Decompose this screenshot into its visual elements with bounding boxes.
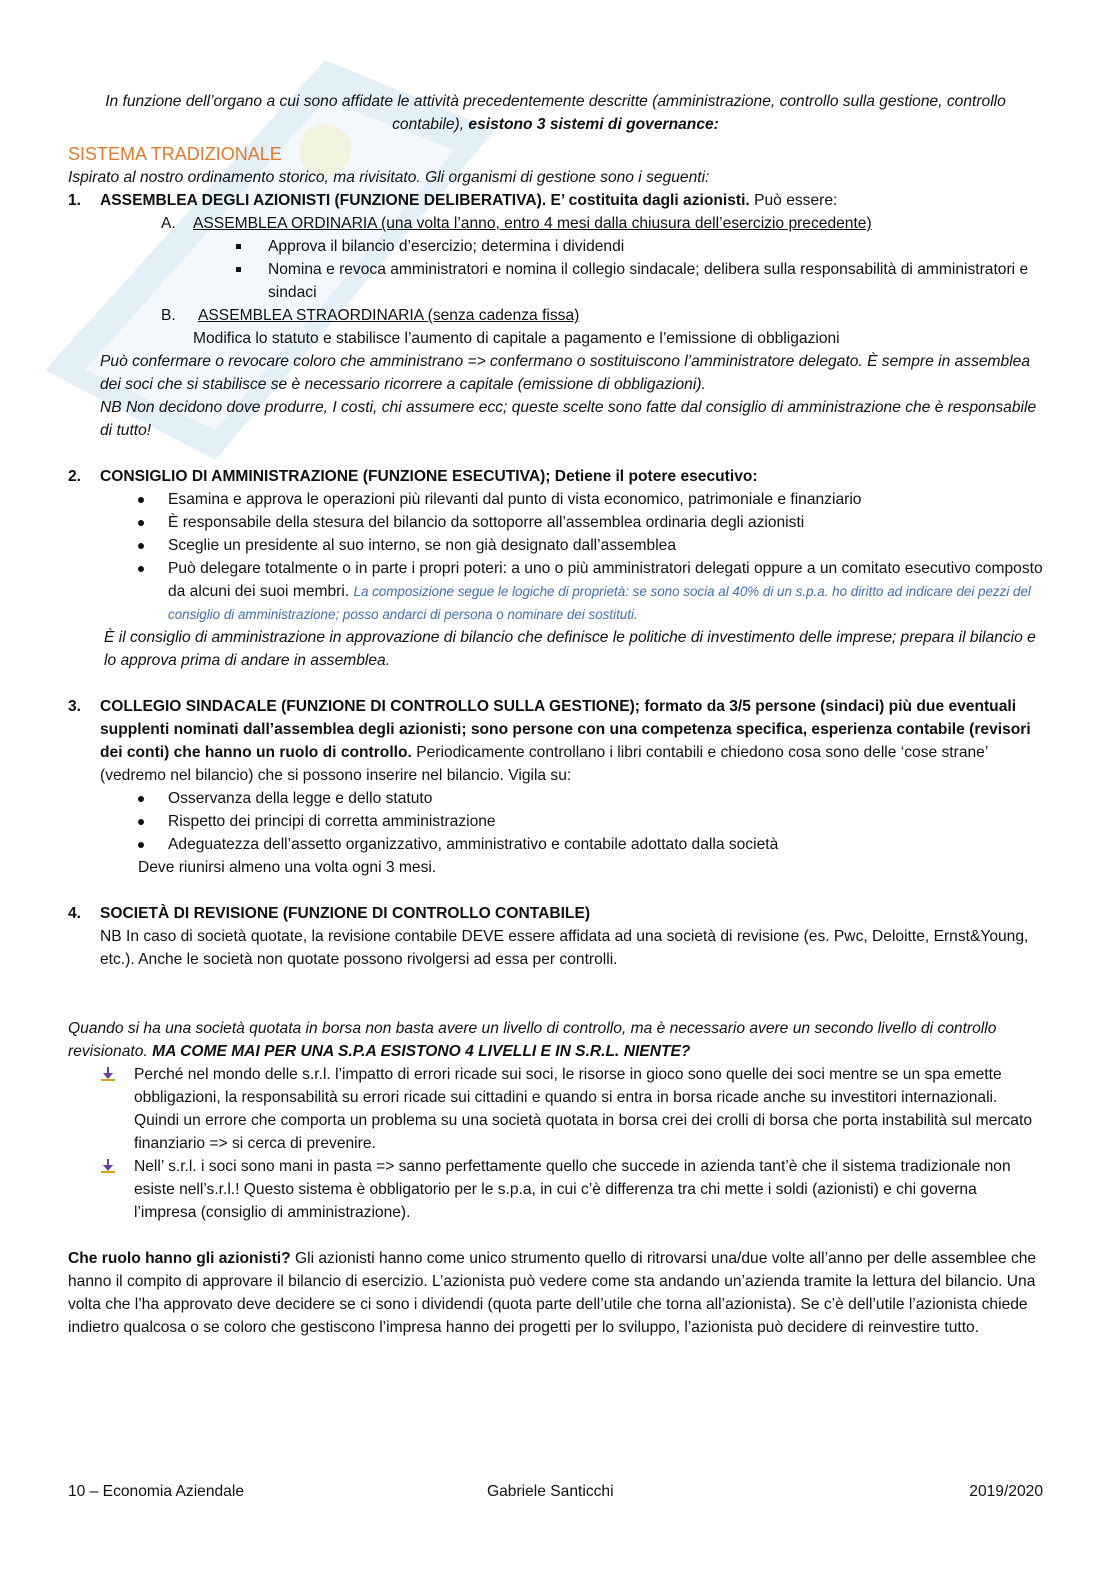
sub-a-label: A. xyxy=(161,215,176,232)
footer-right: 2019/2020 xyxy=(969,1483,1043,1500)
item-3-tail: Periodicamente controllano i libri contabili e chiedono cosa sono delle ‘cose strane’ (vedremo nel bilancio) che si possono inserire nel bilancio. Vigila su: xyxy=(100,744,988,784)
item-2-title: CONSIGLIO DI AMMINISTRAZIONE (FUNZIONE ESECUTIVA); Detiene il potere esecutivo: xyxy=(100,468,758,485)
square-bullet-icon xyxy=(236,267,241,272)
bullet-icon xyxy=(138,520,144,526)
item-3-after: Deve riunirsi almeno una volta ogni 3 mesi. xyxy=(138,859,437,876)
bullet-icon xyxy=(138,566,144,572)
item-2-note: È il consiglio di amministrazione in approvazione di bilancio che definisce le politiche di investimento delle imprese; prepara il bilancio e lo approva prima di andare in assemblea. xyxy=(104,629,1036,669)
bullet-text: Rispetto dei principi di corretta amministrazione xyxy=(168,813,496,830)
item-1-tail: Può essere: xyxy=(749,192,838,209)
bullet-text: Osservanza della legge e dello statuto xyxy=(168,790,433,807)
item-1-number: 1. xyxy=(68,192,82,209)
item-2-bullet xyxy=(68,488,1043,511)
bullet-text: Approva il bilancio d’esercizio; determina i dividendi xyxy=(268,238,625,255)
square-bullet-icon xyxy=(236,244,241,249)
item-1-sub-b xyxy=(68,304,1043,327)
item-2-bullet xyxy=(68,511,1043,534)
point-text: Nell’ s.r.l. i soci sono mani in pasta => sanno perfettamente quello che succede in azienda tant’è che il sistema tradizionale non esiste nell’s.r.l.! Questo sistema è obbligatorio per le s.p.a, in cui c’è differenza tra chi mette i soldi (azionisti) e chi governa l’impresa (consiglio di amministrazione). xyxy=(134,1158,1011,1221)
quoted-point xyxy=(68,1063,1043,1155)
item-3 xyxy=(68,695,1043,787)
bullet-icon xyxy=(138,796,144,802)
item-1-note-2: NB Non decidono dove produrre, I costi, chi assumere ecc; queste scelte sono fatte dal consiglio di amministrazione che è responsabile di tutto! xyxy=(100,399,1037,439)
arrow-bullet-icon xyxy=(101,1067,115,1081)
item-2-blue-note: La composizione segue le logiche di proprietà: se sono socia al 40% di un s.p.a. ho diritto ad indicare dei pezzi del consiglio di amministrazione; posso andarci di persona o nominare dei sostituti. xyxy=(168,584,1031,622)
section-title: SISTEMA TRADIZIONALE xyxy=(68,144,282,164)
sub-b-desc: Modifica lo statuto e stabilisce l’aumento di capitale a pagamento e l’emissione di obbligazioni xyxy=(193,330,840,347)
item-4 xyxy=(68,902,1043,925)
item-3-bullet xyxy=(68,833,1043,856)
footer-center: Gabriele Santicchi xyxy=(487,1483,614,1500)
sub-a-bullet xyxy=(68,235,1043,258)
sub-b-label: B. xyxy=(161,307,176,324)
bullet-text: Sceglie un presidente al suo interno, se non già designato dall’assemblea xyxy=(168,537,676,554)
item-3-bullet xyxy=(68,787,1043,810)
item-3-bullet xyxy=(68,810,1043,833)
footer-left: 10 – Economia Aziendale xyxy=(68,1483,244,1500)
quoted-text: Quando si ha una società quotata in borsa non basta avere un livello di controllo, ma è necessario avere un secondo livello di controllo revisionato. xyxy=(68,1020,997,1060)
sub-a-text: ASSEMBLEA ORDINARIA (una volta l’anno, entro 4 mesi dalla chiusura dell’esercizio precedente) xyxy=(193,215,872,232)
item-3-number: 3. xyxy=(68,698,82,715)
role-paragraph xyxy=(68,1247,1043,1339)
bullet-icon xyxy=(138,819,144,825)
quoted-point xyxy=(68,1155,1043,1224)
bullet-icon xyxy=(138,497,144,503)
role-bold: Che ruolo hanno gli azionisti? xyxy=(68,1250,291,1267)
intro-bold: esistono 3 sistemi di governance: xyxy=(468,116,719,133)
quoted-paragraph xyxy=(68,1017,1043,1063)
item-3-title: COLLEGIO SINDACALE (FUNZIONE DI CONTROLLO SULLA GESTIONE); formato da 3/5 persone (sindaci) più due eventuali supplenti nominati dall’assemblea degli azionisti; sono persone con una competenza specifica, esperienza contabile (revisori dei conti) che hanno un ruolo di controllo. xyxy=(100,698,1031,761)
item-2-number: 2. xyxy=(68,468,82,485)
role-text: Gli azionisti hanno come unico strumento quello di ritrovarsi una/due volte all’anno per delle assemblee che hanno il compito di approvare il bilancio di esercizio. L’azionista può vedere come sta andando un’azienda tramite la lettura del bilancio. Una volta che l’ha approvato deve decidere se ci sono i dividendi (quota parte dell’utile che torna all’azionista). Se c’è dell’utile l’azionista chiede indietro qualcosa o se coloro che gestiscono l’impresa hanno dei progetti per lo sviluppo, l’azionista può decidere di reinvestire tutto. xyxy=(68,1250,1037,1336)
intro-text: In funzione dell’organo a cui sono affidate le attività precedentemente descritte (amministrazione, controllo sulla gestione, controllo contabile), xyxy=(105,93,1006,133)
bullet-text: Esamina e approva le operazioni più rilevanti dal punto di vista economico, patrimoniale e finanziario xyxy=(168,491,862,508)
item-4-text: NB In caso di società quotate, la revisione contabile DEVE essere affidata ad una società di revisione (es. Pwc, Deloitte, Ernst&Young, etc.). Anche le società non quotate possono rivolgersi ad essa per controlli. xyxy=(100,928,1029,968)
item-1-sub-a xyxy=(68,212,1043,235)
point-text: Perché nel mondo delle s.r.l. l’impatto di errori ricade sui soci, le risorse in gioco sono quelle dei soci mentre se un spa emette obbligazioni, la responsabilità su errori ricade sui cittadini e quando si entra in borsa ricade anche su investitori internazionali. Quindi un errore che comporta un problema su una società quotata in borsa crei dei crolli di borsa che porta instabilità sul mercato finanziario => si cerca di prevenire. xyxy=(134,1066,1032,1152)
item-2-bullet xyxy=(68,557,1043,626)
page-footer xyxy=(68,1480,1043,1503)
bullet-text: È responsabile della stesura del bilancio da sottoporre all’assemblea ordinaria degli azionisti xyxy=(168,514,805,531)
item-4-title: SOCIETÀ DI REVISIONE (FUNZIONE DI CONTROLLO CONTABILE) xyxy=(100,905,591,922)
bullet-text: Nomina e revoca amministratori e nomina il collegio sindacale; delibera sulla responsabilità di amministratori e sindaci xyxy=(268,261,1029,301)
sub-a-bullet xyxy=(68,258,1043,304)
bullet-text: Adeguatezza dell’assetto organizzativo, amministrativo e contabile adottato dalla società xyxy=(168,836,779,853)
document-body xyxy=(68,90,1043,1339)
section-subtitle: Ispirato al nostro ordinamento storico, ma rivisitato. Gli organismi di gestione sono i seguenti: xyxy=(68,169,710,186)
item-1-note-1: Può confermare o revocare coloro che amministrano => confermano o sostituiscono l’amministratore delegato. È sempre in assemblea dei soci che si stabilisce se è necessario ricorrere a capitale (emissione di obbligazioni). xyxy=(100,353,1031,393)
item-1 xyxy=(68,189,1043,212)
bullet-icon xyxy=(138,543,144,549)
item-2-bullet xyxy=(68,534,1043,557)
item-4-number: 4. xyxy=(68,905,82,922)
bullet-icon xyxy=(138,842,144,848)
arrow-bullet-icon xyxy=(101,1159,115,1173)
sub-b-text: ASSEMBLEA STRAORDINARIA (senza cadenza fissa) xyxy=(198,307,580,324)
item-1-title: ASSEMBLEA DEGLI AZIONISTI (FUNZIONE DELIBERATIVA). E’ costituita dagli azionisti. xyxy=(100,192,750,209)
item-2 xyxy=(68,465,1043,488)
bullet-text: Può delegare totalmente o in parte i propri poteri: a uno o più amministratori delegati oppure a un comitato esecutivo composto da alcuni dei suoi membri. xyxy=(168,560,1043,600)
quoted-bold: MA COME MAI PER UNA S.P.A ESISTONO 4 LIVELLI E IN S.R.L. NIENTE? xyxy=(152,1043,691,1060)
intro-paragraph xyxy=(68,90,1043,136)
